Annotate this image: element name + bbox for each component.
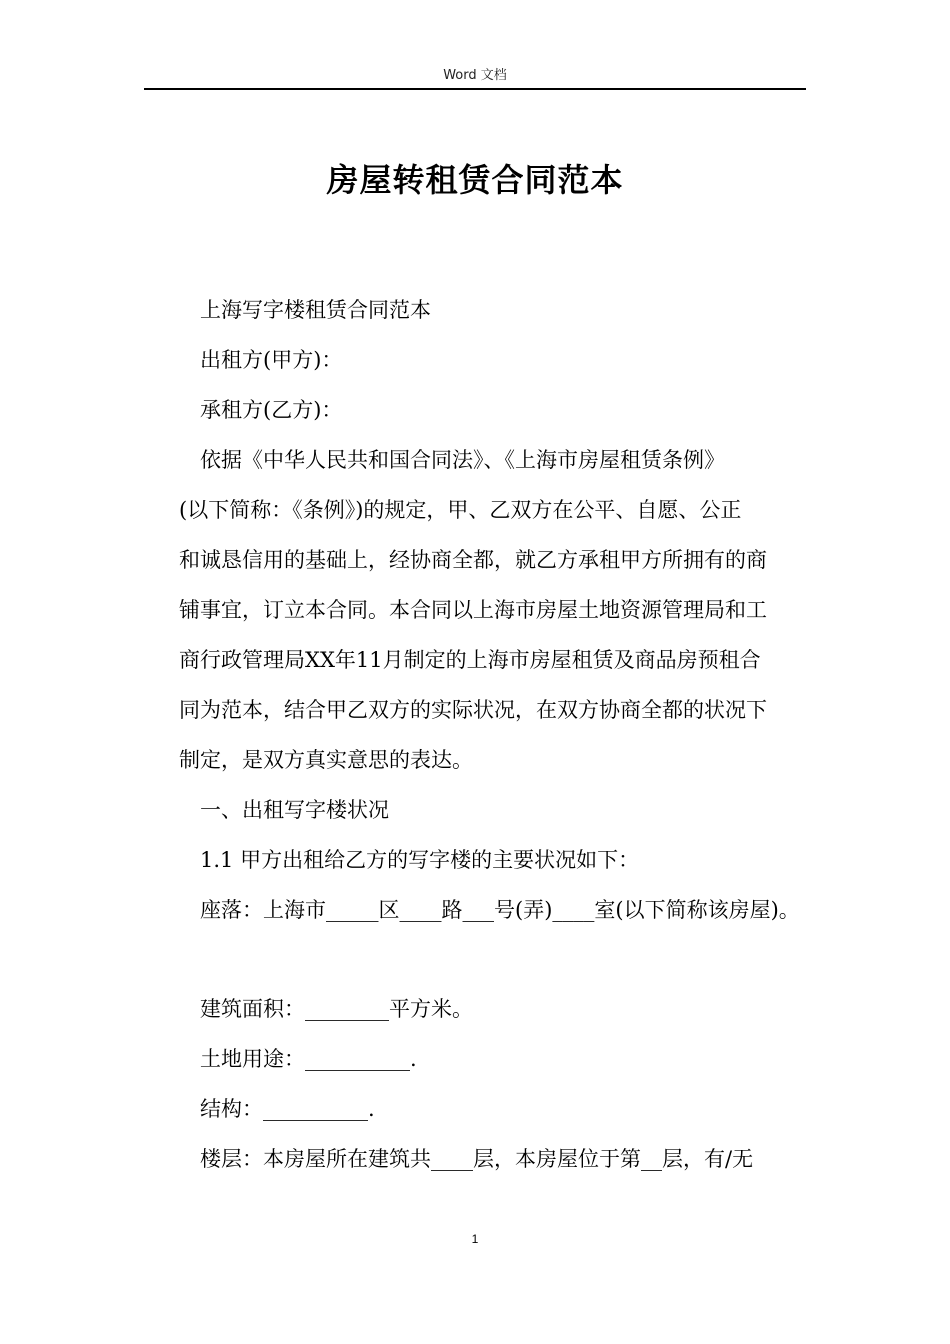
page-number: 1 xyxy=(471,1232,479,1246)
field-floor: 楼层：本房屋所在建筑共____层，本房屋位于第__层，有/无 xyxy=(200,1147,754,1171)
paragraph-lessee: 承租方(乙方)： xyxy=(200,398,343,422)
document-title: 房屋转租赁合同范本 xyxy=(326,161,624,199)
field-location: 座落：上海市_____区____路___号(弄)____室(以下简称该房屋)。 xyxy=(200,898,800,922)
field-land-use: 土地用途：__________. xyxy=(200,1047,417,1071)
clause-1-1: 1.1 甲方出租给乙方的写字楼的主要状况如下： xyxy=(200,848,640,872)
paragraph-subtitle: 上海写字楼租赁合同范本 xyxy=(200,298,431,322)
paragraph-line: 商行政管理局XX年11月制定的上海市房屋租赁及商品房预租合 xyxy=(179,648,761,672)
section-heading: 一、出租写字楼状况 xyxy=(200,798,389,822)
header-divider xyxy=(144,88,806,90)
paragraph-line: 同为范本，结合甲乙双方的实际状况，在双方协商全都的状况下 xyxy=(179,698,767,722)
paragraph-line: 制定，是双方真实意思的表达。 xyxy=(179,748,473,772)
paragraph-line: 和诚恳信用的基础上，经协商全都，就乙方承租甲方所拥有的商 xyxy=(179,548,767,572)
paragraph-line: (以下简称：《条例》)的规定，甲、乙双方在公平、自愿、公正 xyxy=(179,498,742,522)
field-building-area: 建筑面积：________平方米。 xyxy=(200,997,473,1021)
paragraph-line: 依据《中华人民共和国合同法》、《上海市房屋租赁条例》 xyxy=(200,448,725,472)
page-header-label: Word 文档 xyxy=(443,68,507,83)
paragraph-lessor: 出租方(甲方)： xyxy=(200,348,343,372)
paragraph-line: 铺事宜，订立本合同。本合同以上海市房屋土地资源管理局和工 xyxy=(179,598,767,622)
field-structure: 结构：__________. xyxy=(200,1097,375,1121)
